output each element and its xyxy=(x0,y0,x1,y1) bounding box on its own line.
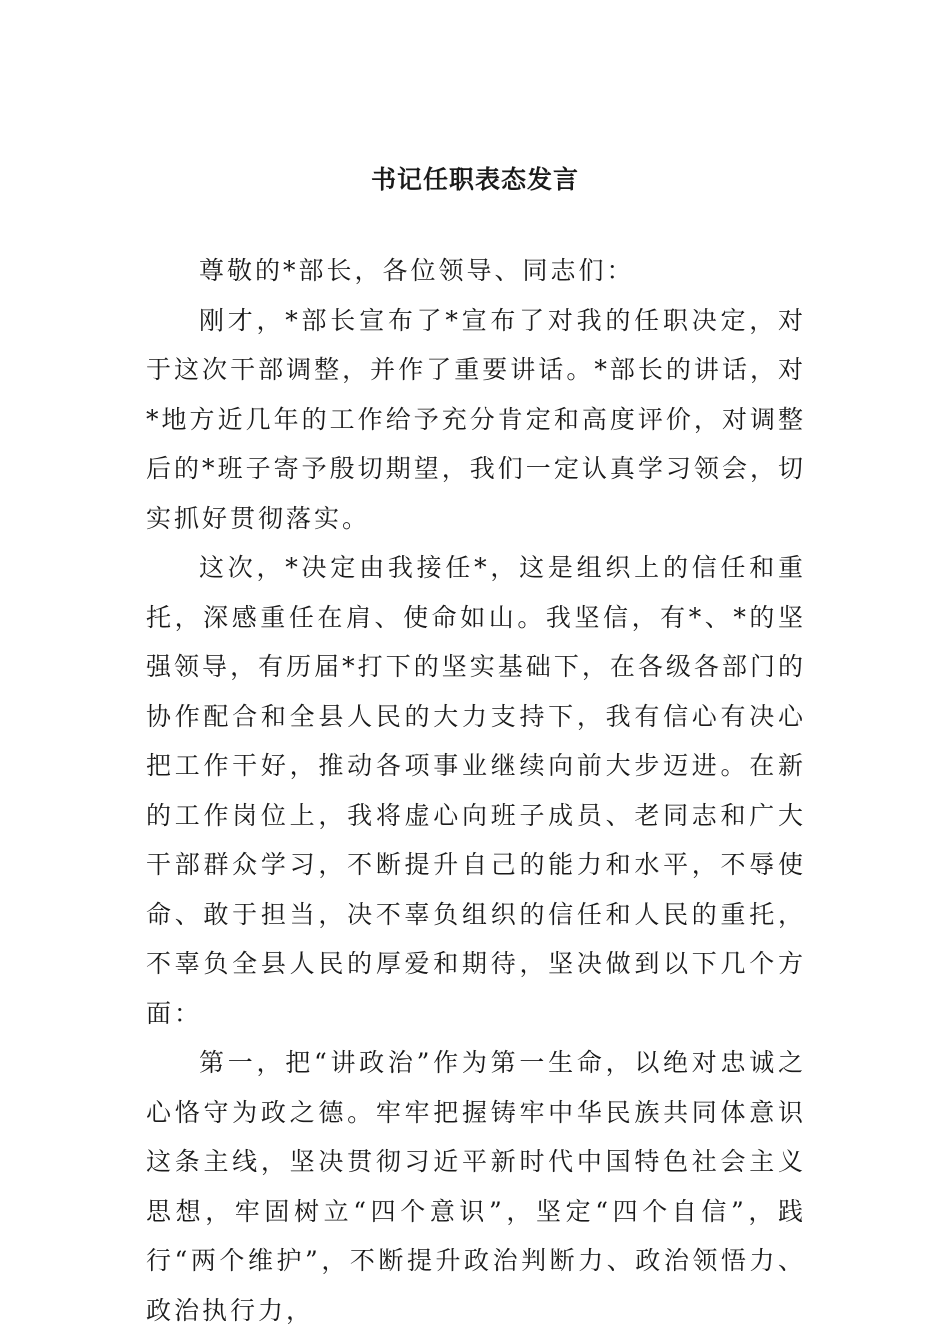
document-title: 书记任职表态发言 xyxy=(370,165,579,194)
body-paragraph: 刚才，*部长宣布了*宣布了对我的任职决定，对于这次干部调整，并作了重要讲话。*部长的讲话，对*地方近几年的工作给予充分肯定和高度评价，对调整后的*班子寄予殷切期望，我们一定认真学习领会，切实抓好贯彻落实。 xyxy=(146,305,806,533)
salutation-paragraph: 尊敬的*部长，各位领导、同志们： xyxy=(199,256,635,285)
body-paragraph: 第一，把“讲政治”作为第一生命，以绝对忠诚之心恪守为政之德。牢牢把握铸牢中华民族共同体意识这条主线，坚决贯彻习近平新时代中国特色社会主义思想，牢固树立“四个意识”，坚定“四个自信”，践行“两个维护”，不断提升政治判断力、政治领悟力、政治执行力， xyxy=(146,1048,806,1325)
body-paragraph: 这次，*决定由我接任*，这是组织上的信任和重托，深感重任在肩、使命如山。我坚信，有*、*的坚强领导，有历届*打下的坚实基础下，在各级各部门的协作配合和全县人民的大力支持下，我有信心有决心把工作干好，推动各项事业继续向前大步迈进。在新的工作岗位上，我将虚心向班子成员、老同志和广大干部群众学习，不断提升自己的能力和水平，不辱使命、敢于担当，决不辜负组织的信任和人民的重托，不辜负全县人民的厚爱和期待，坚决做到以下几个方面： xyxy=(146,553,806,1028)
document-body xyxy=(146,246,806,1335)
